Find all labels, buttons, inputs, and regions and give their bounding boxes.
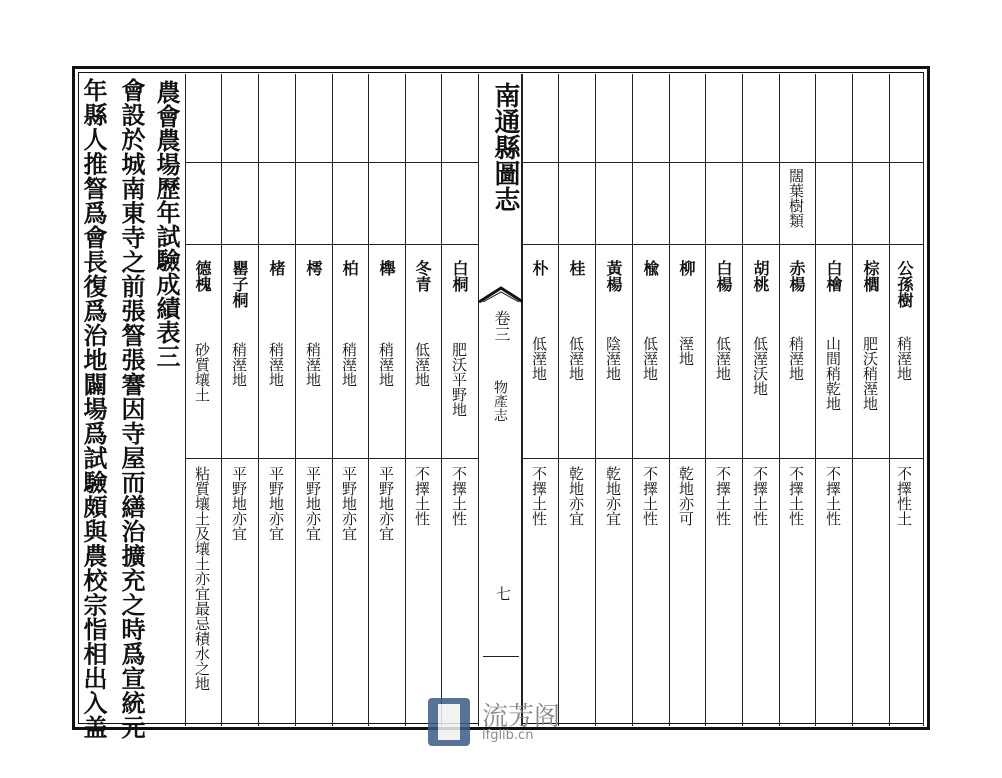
- text-line-1: 會設於城南東寺之前張詧張謇因寺屋而繕治擴充之時爲宣統元: [117, 78, 146, 740]
- soil-type: 肥沃平野地: [450, 342, 468, 417]
- table-rule: [185, 244, 478, 245]
- book-logo-icon: [428, 698, 470, 746]
- table-rule: [185, 162, 478, 163]
- table-rule: [632, 74, 633, 726]
- soil-type: 低溼地: [641, 336, 659, 381]
- specimen-name: 黃楊: [604, 260, 623, 292]
- specimen-name: 柳: [677, 260, 696, 276]
- section-label: 物產志: [492, 380, 508, 422]
- table-rule: [779, 74, 780, 726]
- watermark-brand: 流芳阁: [482, 702, 561, 732]
- specimen-name: 柏: [340, 260, 359, 276]
- soil-type: 低溼地: [413, 342, 431, 387]
- soil-note: 平野地亦宜: [230, 466, 248, 541]
- specimen-name: 白楊: [714, 260, 733, 292]
- soil-type: 稍溼地: [267, 342, 285, 387]
- table-rule: [332, 74, 333, 726]
- soil-note: 粘質壤土及壤土亦宜最忌積水之地: [193, 466, 211, 691]
- soil-note: 不擇土性: [413, 466, 431, 526]
- soil-type: 砂質壤土: [193, 342, 211, 402]
- soil-note: 不擇土性: [787, 466, 805, 526]
- soil-type: 稍溼地: [230, 342, 248, 387]
- soil-type: 低溼地: [567, 336, 585, 381]
- soil-type: 稍溼地: [340, 342, 358, 387]
- soil-note: 平野地亦宜: [340, 466, 358, 541]
- soil-type: 稍溼地: [304, 342, 322, 387]
- table-rule: [522, 244, 923, 245]
- specimen-name: 胡桃: [751, 260, 770, 292]
- table-rule: [405, 74, 406, 726]
- fish-tail-mark-icon: [479, 286, 523, 304]
- watermark-url: lfglib.cn: [482, 728, 534, 743]
- text-line-2: 年縣人推詧爲會長復爲治地闢場爲試驗頗與農校宗恉相出入盖: [79, 78, 108, 740]
- soil-note: 不擇性土: [895, 466, 913, 526]
- specimen-name: 楮: [267, 260, 286, 276]
- specimen-name: 櫸: [377, 260, 396, 276]
- specimen-name: 朴: [530, 260, 549, 276]
- table-title: 農會農場歷年試驗成績表三: [152, 80, 181, 368]
- soil-type: 陰溼地: [604, 336, 622, 381]
- table-rule: [185, 74, 186, 726]
- table-rule: [368, 74, 369, 726]
- specimen-name: 德槐: [193, 260, 212, 292]
- soil-note: 乾地亦可: [677, 466, 695, 526]
- table-rule: [441, 74, 442, 726]
- juan-label: 卷三: [492, 310, 511, 342]
- specimen-name: 樗: [304, 260, 323, 276]
- center-rule: [483, 656, 519, 657]
- soil-note: 乾地亦宜: [567, 466, 585, 526]
- soil-note: 不擇土性: [450, 466, 468, 526]
- book-title: 南通縣圖志: [490, 82, 520, 212]
- soil-note: 平野地亦宜: [267, 466, 285, 541]
- category-label: 闊葉樹類: [787, 168, 805, 228]
- specimen-name: 棕櫚: [861, 260, 880, 292]
- soil-type: 稍溼地: [787, 336, 805, 381]
- specimen-name: 罌子桐: [230, 260, 249, 308]
- table-rule: [705, 74, 706, 726]
- soil-type: 溼地: [677, 336, 695, 366]
- table-rule: [185, 458, 478, 459]
- soil-type: 低溼沃地: [751, 336, 769, 396]
- soil-type: 稍溼地: [377, 342, 395, 387]
- specimen-name: 公孫樹: [895, 260, 914, 308]
- specimen-name: 白檜: [824, 260, 843, 292]
- specimen-name: 白桐: [450, 260, 469, 292]
- table-rule: [595, 74, 596, 726]
- specimen-table: [185, 74, 923, 726]
- table-rule: [258, 74, 259, 726]
- table-rule: [889, 74, 890, 726]
- soil-type: 肥沃稍溼地: [861, 336, 879, 411]
- table-rule: [522, 162, 923, 163]
- table-rule: [923, 74, 924, 726]
- soil-type: 低溼地: [714, 336, 732, 381]
- specimen-name: 冬青: [413, 260, 432, 292]
- soil-note: 乾地亦宜: [604, 466, 622, 526]
- soil-note: 平野地亦宜: [377, 466, 395, 541]
- specimen-name: 楡: [641, 260, 660, 276]
- table-rule: [295, 74, 296, 726]
- table-rule: [815, 74, 816, 726]
- page-number: 七: [494, 586, 512, 601]
- soil-note: 平野地亦宜: [304, 466, 322, 541]
- table-rule: [221, 74, 222, 726]
- table-rule: [852, 74, 853, 726]
- soil-note: 不擇土性: [714, 466, 732, 526]
- soil-type: 稍溼地: [895, 336, 913, 381]
- table-rule: [742, 74, 743, 726]
- soil-note: 不擇土性: [530, 466, 548, 526]
- table-rule: [558, 74, 559, 726]
- soil-type: 低溼地: [530, 336, 548, 381]
- soil-type: 山間稍乾地: [824, 336, 842, 411]
- watermark: [428, 696, 598, 748]
- table-rule: [669, 74, 670, 726]
- soil-note: 不擇土性: [751, 466, 769, 526]
- soil-note: 不擇土性: [641, 466, 659, 526]
- table-rule: [522, 458, 923, 459]
- soil-note: 不擇土性: [824, 466, 842, 526]
- specimen-name: 赤楊: [787, 260, 806, 292]
- center-fold-column: [478, 74, 522, 726]
- specimen-name: 桂: [567, 260, 586, 276]
